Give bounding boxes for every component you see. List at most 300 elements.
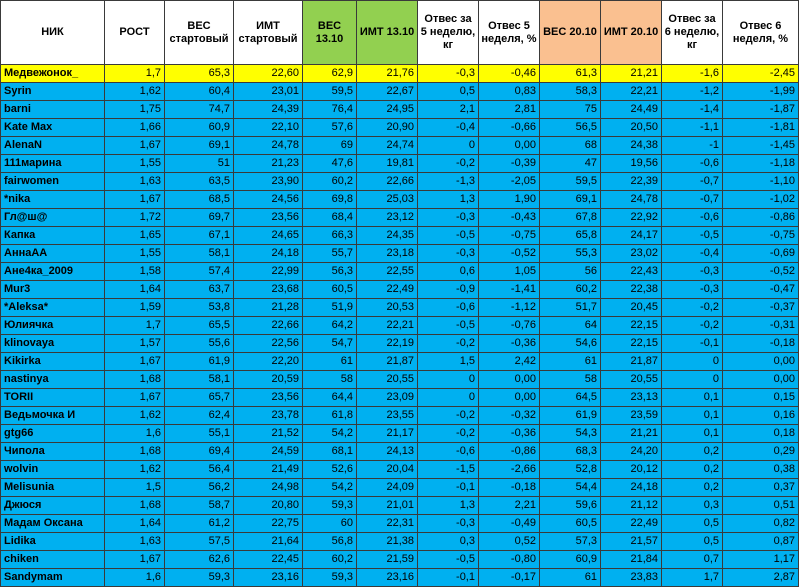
cell-start-weight: 74,7: [165, 101, 234, 119]
cell-loss-week5-kg: -0,2: [418, 425, 479, 443]
cell-weight-2010: 69,1: [540, 191, 601, 209]
cell-loss-week5-pct: -0,17: [479, 569, 540, 587]
cell-loss-week6-kg: 1,7: [662, 569, 723, 587]
cell-weight-2010: 64,5: [540, 389, 601, 407]
cell-weight-2010: 68,3: [540, 443, 601, 461]
cell-nick: Kate Max: [1, 119, 105, 137]
cell-start-weight: 69,1: [165, 137, 234, 155]
cell-nick: Медвежонок_: [1, 65, 105, 83]
cell-weight-1310: 69,8: [303, 191, 357, 209]
cell-bmi-1310: 21,17: [357, 425, 418, 443]
cell-loss-week5-pct: 0,52: [479, 533, 540, 551]
cell-loss-week6-kg: -0,2: [662, 299, 723, 317]
cell-loss-week6-pct: -1,10: [723, 173, 799, 191]
cell-weight-2010: 60,2: [540, 281, 601, 299]
cell-weight-1310: 68,1: [303, 443, 357, 461]
cell-start-weight: 65,3: [165, 65, 234, 83]
cell-nick: Джюся: [1, 497, 105, 515]
cell-loss-week6-kg: -1,1: [662, 119, 723, 137]
cell-start-weight: 58,1: [165, 245, 234, 263]
cell-bmi-1310: 19,81: [357, 155, 418, 173]
cell-bmi-1310: 22,67: [357, 83, 418, 101]
table-row: [1, 353, 799, 371]
cell-bmi-1310: 22,19: [357, 335, 418, 353]
cell-bmi-2010: 21,12: [601, 497, 662, 515]
cell-bmi-1310: 24,13: [357, 443, 418, 461]
cell-weight-1310: 54,2: [303, 479, 357, 497]
cell-bmi-1310: 25,03: [357, 191, 418, 209]
cell-start-weight: 62,6: [165, 551, 234, 569]
cell-weight-1310: 68,4: [303, 209, 357, 227]
cell-start-bmi: 21,49: [234, 461, 303, 479]
cell-loss-week6-pct: -1,18: [723, 155, 799, 173]
cell-loss-week5-pct: -0,86: [479, 443, 540, 461]
cell-start-bmi: 21,64: [234, 533, 303, 551]
cell-weight-1310: 60: [303, 515, 357, 533]
cell-height: 1,65: [105, 227, 165, 245]
cell-bmi-2010: 23,59: [601, 407, 662, 425]
cell-weight-1310: 60,5: [303, 281, 357, 299]
cell-weight-1310: 58: [303, 371, 357, 389]
table-row: [1, 65, 799, 83]
cell-loss-week5-pct: -0,46: [479, 65, 540, 83]
cell-weight-2010: 61: [540, 353, 601, 371]
cell-loss-week5-pct: 0,00: [479, 389, 540, 407]
cell-height: 1,75: [105, 101, 165, 119]
cell-bmi-2010: 20,12: [601, 461, 662, 479]
cell-weight-1310: 56,3: [303, 263, 357, 281]
cell-nick: Syrin: [1, 83, 105, 101]
cell-start-weight: 69,7: [165, 209, 234, 227]
cell-start-bmi: 20,80: [234, 497, 303, 515]
cell-loss-week5-pct: -2,05: [479, 173, 540, 191]
cell-loss-week5-kg: -1,5: [418, 461, 479, 479]
table-row: [1, 407, 799, 425]
cell-loss-week5-kg: 0,3: [418, 533, 479, 551]
cell-loss-week6-pct: -1,87: [723, 101, 799, 119]
cell-loss-week5-kg: -0,3: [418, 65, 479, 83]
cell-start-bmi: 24,98: [234, 479, 303, 497]
cell-loss-week6-kg: 0: [662, 353, 723, 371]
cell-bmi-1310: 22,21: [357, 317, 418, 335]
header-loss-week5-kg: Отвес за 5 неделю, кг: [418, 1, 479, 65]
table-row: [1, 461, 799, 479]
cell-weight-2010: 58: [540, 371, 601, 389]
cell-start-weight: 68,5: [165, 191, 234, 209]
cell-loss-week5-pct: -0,49: [479, 515, 540, 533]
cell-loss-week5-kg: -0,6: [418, 299, 479, 317]
cell-loss-week6-kg: 0,2: [662, 479, 723, 497]
cell-start-bmi: 22,56: [234, 335, 303, 353]
cell-bmi-2010: 22,21: [601, 83, 662, 101]
cell-loss-week5-kg: 0,5: [418, 83, 479, 101]
cell-nick: klinovaya: [1, 335, 105, 353]
cell-loss-week5-pct: -0,43: [479, 209, 540, 227]
cell-bmi-1310: 21,59: [357, 551, 418, 569]
cell-nick: Юлиячка: [1, 317, 105, 335]
cell-loss-week6-pct: -0,31: [723, 317, 799, 335]
cell-start-bmi: 22,75: [234, 515, 303, 533]
cell-loss-week5-pct: 0,83: [479, 83, 540, 101]
cell-start-bmi: 24,56: [234, 191, 303, 209]
cell-height: 1,72: [105, 209, 165, 227]
table-row: [1, 173, 799, 191]
cell-loss-week6-pct: -0,52: [723, 263, 799, 281]
cell-start-weight: 58,7: [165, 497, 234, 515]
cell-height: 1,7: [105, 65, 165, 83]
cell-weight-2010: 57,3: [540, 533, 601, 551]
cell-height: 1,6: [105, 569, 165, 587]
cell-weight-2010: 58,3: [540, 83, 601, 101]
cell-weight-1310: 60,2: [303, 173, 357, 191]
cell-weight-2010: 56,5: [540, 119, 601, 137]
table-row: [1, 119, 799, 137]
cell-loss-week6-kg: -1: [662, 137, 723, 155]
cell-loss-week6-pct: 0,00: [723, 353, 799, 371]
header-height: РОСТ: [105, 1, 165, 65]
cell-start-bmi: 23,01: [234, 83, 303, 101]
cell-bmi-2010: 22,39: [601, 173, 662, 191]
cell-loss-week5-kg: -0,2: [418, 155, 479, 173]
cell-loss-week5-pct: 1,90: [479, 191, 540, 209]
cell-height: 1,62: [105, 461, 165, 479]
cell-start-weight: 61,9: [165, 353, 234, 371]
cell-start-bmi: 23,16: [234, 569, 303, 587]
cell-start-bmi: 22,20: [234, 353, 303, 371]
cell-loss-week5-pct: -0,36: [479, 425, 540, 443]
cell-weight-1310: 61,8: [303, 407, 357, 425]
cell-weight-1310: 56,8: [303, 533, 357, 551]
cell-loss-week6-pct: 0,29: [723, 443, 799, 461]
header-nick: НИК: [1, 1, 105, 65]
cell-bmi-2010: 22,15: [601, 317, 662, 335]
cell-loss-week6-kg: -0,3: [662, 263, 723, 281]
header-weight-2010: ВЕС 20.10: [540, 1, 601, 65]
cell-bmi-1310: 24,74: [357, 137, 418, 155]
cell-start-bmi: 23,90: [234, 173, 303, 191]
cell-bmi-1310: 23,16: [357, 569, 418, 587]
cell-loss-week6-pct: -0,69: [723, 245, 799, 263]
cell-start-weight: 53,8: [165, 299, 234, 317]
cell-weight-2010: 64: [540, 317, 601, 335]
cell-bmi-2010: 23,02: [601, 245, 662, 263]
cell-start-weight: 65,5: [165, 317, 234, 335]
cell-bmi-1310: 20,55: [357, 371, 418, 389]
table-row: [1, 389, 799, 407]
cell-loss-week6-pct: -1,45: [723, 137, 799, 155]
cell-nick: Kikirka: [1, 353, 105, 371]
cell-bmi-2010: 24,18: [601, 479, 662, 497]
cell-height: 1,59: [105, 299, 165, 317]
cell-bmi-2010: 23,83: [601, 569, 662, 587]
cell-loss-week5-kg: -0,9: [418, 281, 479, 299]
table-row: [1, 551, 799, 569]
table-row: [1, 83, 799, 101]
cell-weight-2010: 54,6: [540, 335, 601, 353]
header-row: [1, 1, 799, 65]
cell-loss-week5-kg: -0,1: [418, 569, 479, 587]
cell-nick: nastinya: [1, 371, 105, 389]
cell-bmi-2010: 24,78: [601, 191, 662, 209]
cell-bmi-1310: 24,09: [357, 479, 418, 497]
cell-weight-2010: 60,9: [540, 551, 601, 569]
cell-bmi-2010: 22,92: [601, 209, 662, 227]
cell-bmi-1310: 20,90: [357, 119, 418, 137]
cell-bmi-2010: 22,38: [601, 281, 662, 299]
cell-weight-1310: 54,7: [303, 335, 357, 353]
cell-start-weight: 58,1: [165, 371, 234, 389]
table-row: [1, 425, 799, 443]
cell-height: 1,62: [105, 83, 165, 101]
table-body: [1, 65, 799, 587]
cell-bmi-1310: 20,04: [357, 461, 418, 479]
cell-loss-week6-kg: 0,2: [662, 443, 723, 461]
cell-height: 1,67: [105, 191, 165, 209]
cell-loss-week5-kg: 0: [418, 389, 479, 407]
cell-loss-week5-pct: 2,81: [479, 101, 540, 119]
cell-loss-week5-pct: -0,76: [479, 317, 540, 335]
cell-loss-week6-kg: -0,2: [662, 317, 723, 335]
header-bmi-2010: ИМТ 20.10: [601, 1, 662, 65]
table-row: [1, 263, 799, 281]
cell-loss-week6-kg: 0,1: [662, 407, 723, 425]
cell-loss-week5-kg: -0,2: [418, 335, 479, 353]
cell-loss-week5-kg: -0,5: [418, 317, 479, 335]
cell-nick: Мадам Оксана: [1, 515, 105, 533]
table-row: [1, 245, 799, 263]
cell-nick: TORII: [1, 389, 105, 407]
cell-loss-week5-pct: -0,18: [479, 479, 540, 497]
cell-loss-week5-pct: 0,00: [479, 371, 540, 389]
cell-loss-week6-kg: 0,1: [662, 425, 723, 443]
cell-bmi-1310: 21,87: [357, 353, 418, 371]
cell-height: 1,7: [105, 317, 165, 335]
cell-loss-week6-kg: -0,5: [662, 227, 723, 245]
cell-loss-week5-kg: 1,5: [418, 353, 479, 371]
cell-height: 1,68: [105, 371, 165, 389]
cell-start-bmi: 23,78: [234, 407, 303, 425]
cell-start-weight: 67,1: [165, 227, 234, 245]
cell-start-bmi: 22,60: [234, 65, 303, 83]
cell-start-bmi: 23,56: [234, 209, 303, 227]
cell-nick: 111марина: [1, 155, 105, 173]
cell-nick: *Aleksa*: [1, 299, 105, 317]
cell-bmi-1310: 22,55: [357, 263, 418, 281]
cell-loss-week5-kg: -0,6: [418, 443, 479, 461]
cell-weight-2010: 54,3: [540, 425, 601, 443]
cell-start-weight: 56,4: [165, 461, 234, 479]
cell-bmi-1310: 23,09: [357, 389, 418, 407]
cell-loss-week6-pct: 0,15: [723, 389, 799, 407]
cell-loss-week5-kg: -0,4: [418, 119, 479, 137]
cell-loss-week6-kg: -0,6: [662, 155, 723, 173]
cell-bmi-1310: 21,38: [357, 533, 418, 551]
table-row: [1, 317, 799, 335]
cell-loss-week6-pct: -0,18: [723, 335, 799, 353]
cell-loss-week6-kg: 0,5: [662, 533, 723, 551]
cell-bmi-1310: 20,53: [357, 299, 418, 317]
cell-loss-week6-pct: 0,51: [723, 497, 799, 515]
cell-weight-2010: 51,7: [540, 299, 601, 317]
cell-weight-1310: 55,7: [303, 245, 357, 263]
cell-loss-week6-kg: 0: [662, 371, 723, 389]
cell-bmi-2010: 21,84: [601, 551, 662, 569]
cell-loss-week6-pct: 0,82: [723, 515, 799, 533]
cell-start-weight: 56,2: [165, 479, 234, 497]
cell-bmi-1310: 23,12: [357, 209, 418, 227]
cell-nick: Чипола: [1, 443, 105, 461]
cell-bmi-2010: 24,17: [601, 227, 662, 245]
cell-weight-2010: 61: [540, 569, 601, 587]
cell-start-bmi: 24,78: [234, 137, 303, 155]
cell-weight-2010: 65,8: [540, 227, 601, 245]
cell-loss-week5-pct: 2,21: [479, 497, 540, 515]
cell-weight-2010: 61,9: [540, 407, 601, 425]
cell-loss-week6-pct: 0,37: [723, 479, 799, 497]
cell-weight-1310: 59,5: [303, 83, 357, 101]
header-weight-1310: ВЕС 13.10: [303, 1, 357, 65]
cell-loss-week6-kg: -1,4: [662, 101, 723, 119]
cell-loss-week5-pct: -0,36: [479, 335, 540, 353]
cell-start-bmi: 23,68: [234, 281, 303, 299]
cell-bmi-2010: 24,49: [601, 101, 662, 119]
cell-loss-week5-pct: -0,80: [479, 551, 540, 569]
cell-loss-week5-kg: -0,3: [418, 245, 479, 263]
table-row: [1, 299, 799, 317]
cell-loss-week5-kg: 0: [418, 371, 479, 389]
cell-start-bmi: 22,99: [234, 263, 303, 281]
cell-start-weight: 57,4: [165, 263, 234, 281]
cell-loss-week5-kg: -0,5: [418, 551, 479, 569]
cell-nick: chiken: [1, 551, 105, 569]
cell-loss-week5-pct: -2,66: [479, 461, 540, 479]
cell-weight-1310: 64,2: [303, 317, 357, 335]
cell-bmi-2010: 20,55: [601, 371, 662, 389]
cell-start-bmi: 24,39: [234, 101, 303, 119]
header-start-weight: ВЕС стартовый: [165, 1, 234, 65]
cell-nick: gtg66: [1, 425, 105, 443]
header-loss-week6-kg: Отвес за 6 неделю, кг: [662, 1, 723, 65]
header-loss-week5-pct: Отвес 5 неделя, %: [479, 1, 540, 65]
cell-start-bmi: 24,18: [234, 245, 303, 263]
cell-nick: barni: [1, 101, 105, 119]
cell-start-weight: 59,3: [165, 569, 234, 587]
table-row: [1, 227, 799, 245]
cell-height: 1,63: [105, 533, 165, 551]
cell-bmi-2010: 20,45: [601, 299, 662, 317]
cell-loss-week6-kg: -0,6: [662, 209, 723, 227]
table-row: [1, 209, 799, 227]
cell-bmi-2010: 21,57: [601, 533, 662, 551]
cell-loss-week6-kg: 0,1: [662, 389, 723, 407]
cell-nick: Lidika: [1, 533, 105, 551]
cell-bmi-2010: 24,20: [601, 443, 662, 461]
cell-bmi-2010: 21,21: [601, 425, 662, 443]
cell-nick: AlenaN: [1, 137, 105, 155]
cell-bmi-2010: 22,43: [601, 263, 662, 281]
cell-start-weight: 69,4: [165, 443, 234, 461]
cell-loss-week6-pct: -0,75: [723, 227, 799, 245]
cell-bmi-1310: 22,31: [357, 515, 418, 533]
cell-height: 1,57: [105, 335, 165, 353]
cell-loss-week6-kg: 0,2: [662, 461, 723, 479]
cell-start-weight: 63,5: [165, 173, 234, 191]
cell-height: 1,5: [105, 479, 165, 497]
cell-loss-week6-pct: 0,87: [723, 533, 799, 551]
cell-height: 1,58: [105, 263, 165, 281]
cell-nick: Капка: [1, 227, 105, 245]
cell-loss-week5-kg: -0,5: [418, 227, 479, 245]
cell-bmi-1310: 21,76: [357, 65, 418, 83]
cell-start-weight: 57,5: [165, 533, 234, 551]
cell-weight-2010: 75: [540, 101, 601, 119]
cell-start-weight: 63,7: [165, 281, 234, 299]
table-row: [1, 497, 799, 515]
cell-loss-week5-pct: -0,75: [479, 227, 540, 245]
table-row: [1, 371, 799, 389]
cell-loss-week5-kg: 0: [418, 137, 479, 155]
cell-nick: Melisunia: [1, 479, 105, 497]
cell-start-weight: 61,2: [165, 515, 234, 533]
cell-weight-1310: 52,6: [303, 461, 357, 479]
table-row: [1, 335, 799, 353]
cell-nick: Ведьмочка И: [1, 407, 105, 425]
cell-loss-week6-pct: -1,81: [723, 119, 799, 137]
cell-loss-week6-pct: -2,45: [723, 65, 799, 83]
cell-weight-1310: 69: [303, 137, 357, 155]
table-row: [1, 533, 799, 551]
cell-height: 1,68: [105, 443, 165, 461]
cell-weight-2010: 60,5: [540, 515, 601, 533]
cell-loss-week6-kg: -1,6: [662, 65, 723, 83]
cell-height: 1,63: [105, 173, 165, 191]
cell-weight-2010: 54,4: [540, 479, 601, 497]
cell-bmi-2010: 23,13: [601, 389, 662, 407]
cell-loss-week5-kg: -0,1: [418, 479, 479, 497]
cell-loss-week6-kg: -0,4: [662, 245, 723, 263]
table-row: [1, 101, 799, 119]
cell-weight-2010: 68: [540, 137, 601, 155]
cell-weight-2010: 55,3: [540, 245, 601, 263]
cell-loss-week6-kg: -0,7: [662, 191, 723, 209]
cell-start-bmi: 22,10: [234, 119, 303, 137]
cell-height: 1,67: [105, 551, 165, 569]
cell-start-bmi: 23,56: [234, 389, 303, 407]
table-row: [1, 191, 799, 209]
cell-weight-1310: 47,6: [303, 155, 357, 173]
cell-nick: Гл@ш@: [1, 209, 105, 227]
cell-nick: Ане4ка_2009: [1, 263, 105, 281]
cell-loss-week5-kg: 0,6: [418, 263, 479, 281]
cell-loss-week5-pct: -1,41: [479, 281, 540, 299]
table-row: [1, 443, 799, 461]
cell-weight-1310: 62,9: [303, 65, 357, 83]
cell-weight-2010: 67,8: [540, 209, 601, 227]
cell-start-bmi: 24,65: [234, 227, 303, 245]
cell-weight-2010: 61,3: [540, 65, 601, 83]
cell-weight-1310: 60,2: [303, 551, 357, 569]
cell-nick: *nika: [1, 191, 105, 209]
cell-height: 1,64: [105, 515, 165, 533]
cell-loss-week5-pct: -0,52: [479, 245, 540, 263]
header-bmi-1310: ИМТ 13.10: [357, 1, 418, 65]
cell-start-bmi: 22,45: [234, 551, 303, 569]
cell-loss-week6-kg: -0,3: [662, 281, 723, 299]
cell-nick: Mur3: [1, 281, 105, 299]
cell-bmi-2010: 21,87: [601, 353, 662, 371]
cell-height: 1,64: [105, 281, 165, 299]
cell-start-weight: 65,7: [165, 389, 234, 407]
